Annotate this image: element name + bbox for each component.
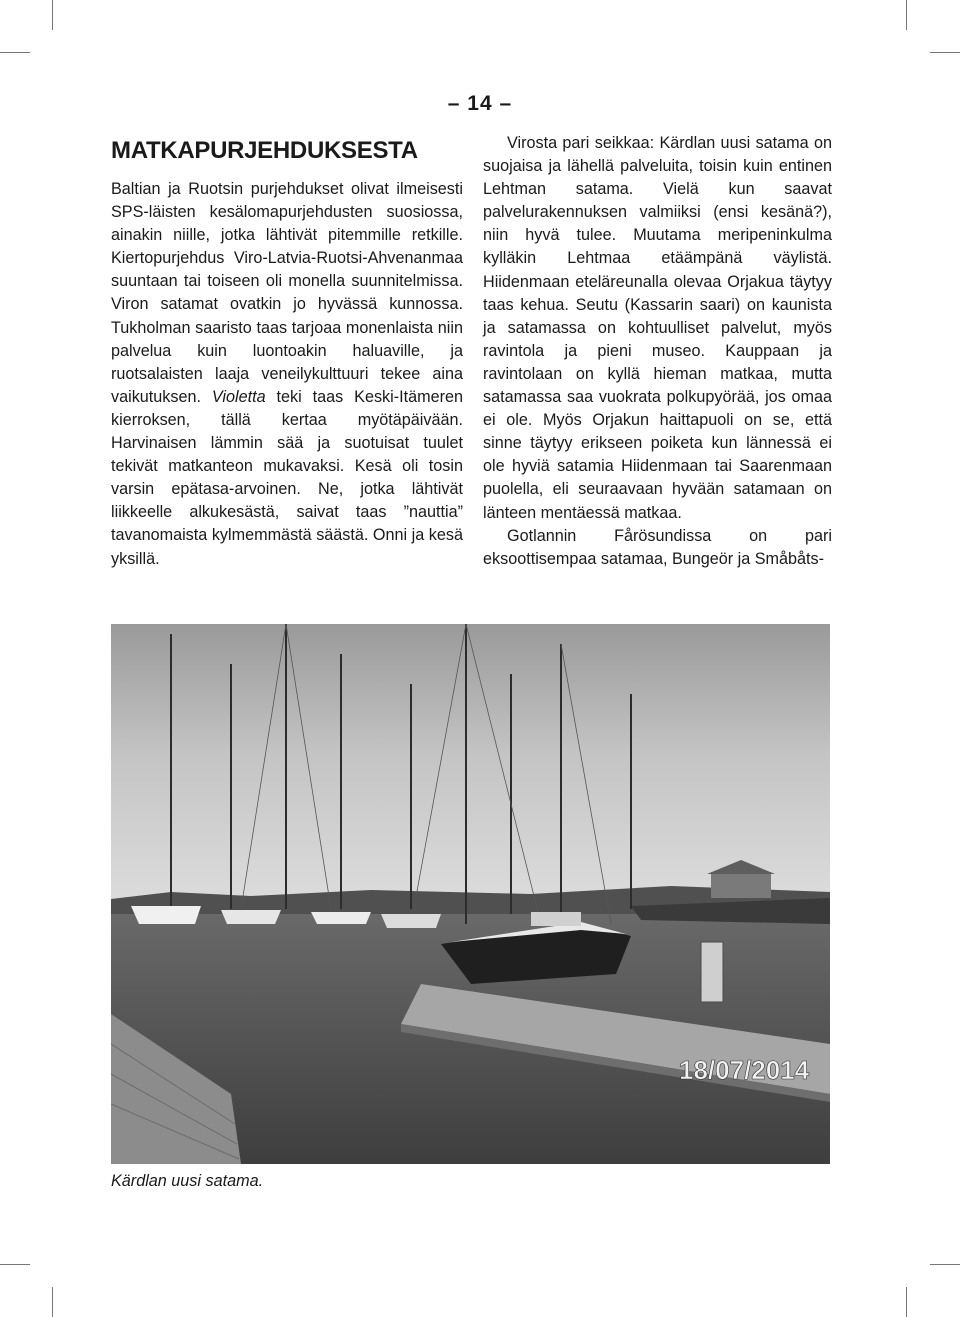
left-paragraph <box>111 178 463 571</box>
crop-mark <box>930 1264 960 1265</box>
right-paragraph-1: Virosta pari seikkaa: Kärdlan uusi satama on suojaisa ja lähellä palveluita, toisin kuin entinen Lehtman satama. Vielä kun saavat palvelurakennuksen valmiiksi (ensi kesänä?), niin hyvä tulee. Muutama meripeninkulma kylläkin Lehtmaa etäämpänä väylistä. Hiidenmaan eteläreunalla olevaa Orjakua täytyy taas kehua. Seutu (Kassarin saari) on kaunista ja satamassa on kohtuulliset palvelut, myös ravintola ja pieni museo. Kauppaan ja ravintolaan on kyllä hieman matkaa, mutta satamassa saa vuokrata polkupyörää, jos omaa ei ole. Myös Orjakun haittapuoli on se, että sinne täytyy erikseen poiketa kun lännessä ei ole hyviä satamia Hiidenmaan tai Saarenmaan puolella, eli seuraavaan hyvään satamaan on länteen mentäessä matkaa. <box>483 134 832 522</box>
right-column <box>483 132 832 571</box>
crop-mark <box>906 1287 907 1317</box>
harbour-building <box>711 872 771 898</box>
body-text: Baltian ja Ruotsin purjehdukset olivat ilmeisesti SPS-läisten kesälomapurjehdusten suosiossa, ainakin niille, jotka lähtivät pitemmille retkille. Kiertopurjehdus Viro-Latvia-Ruotsi-Ahvenanmaa suuntaan tai toiseen oli monella suunnitelmissa. Viron satamat ovatkin jo hyvässä kunnossa. Tukholman saaristo taas tarjoaa monenlaista niin palvelua kuin luontoakin haluaville, ja ruotsalaisten laaja veneilykulttuuri tekee aina vaikutuksen. <box>111 180 463 406</box>
right-paragraph-2: Gotlannin Fårösundissa on pari eksoottisempaa satamaa, Bungeör ja Småbåts- <box>483 526 832 568</box>
article-title: MATKAPURJEHDUKSESTA <box>111 137 418 164</box>
crop-mark <box>0 1264 30 1265</box>
crop-mark <box>52 1287 53 1317</box>
harbour-photo <box>111 624 830 1164</box>
photo-caption: Kärdlan uusi satama. <box>111 1172 264 1190</box>
left-column <box>111 178 463 571</box>
crop-mark <box>0 52 30 53</box>
crop-mark <box>52 0 53 30</box>
crop-mark <box>906 0 907 30</box>
page-number: – 14 – <box>447 92 513 115</box>
boat-name: Violetta <box>211 387 266 406</box>
photo-date-stamp: 18/07/2014 <box>679 1055 810 1085</box>
power-pedestal <box>701 942 723 1002</box>
crop-mark <box>930 52 960 53</box>
body-text: teki taas Keski-Itämeren kierroksen, tällä kertaa myötäpäivään. Harvinaisen lämmin sää ja suotuisat tuulet tekivät matkanteon mukavaksi. Kesä oli tosin varsin epätasa-arvoinen. Ne, jotka lähtivät liikkeelle alkukesästä, saivat taas ”nauttia” tavanomaista kylmemmästä säästä. Onni ja kesä yksillä. <box>111 387 463 568</box>
main-sailboat-cabin <box>531 912 581 926</box>
